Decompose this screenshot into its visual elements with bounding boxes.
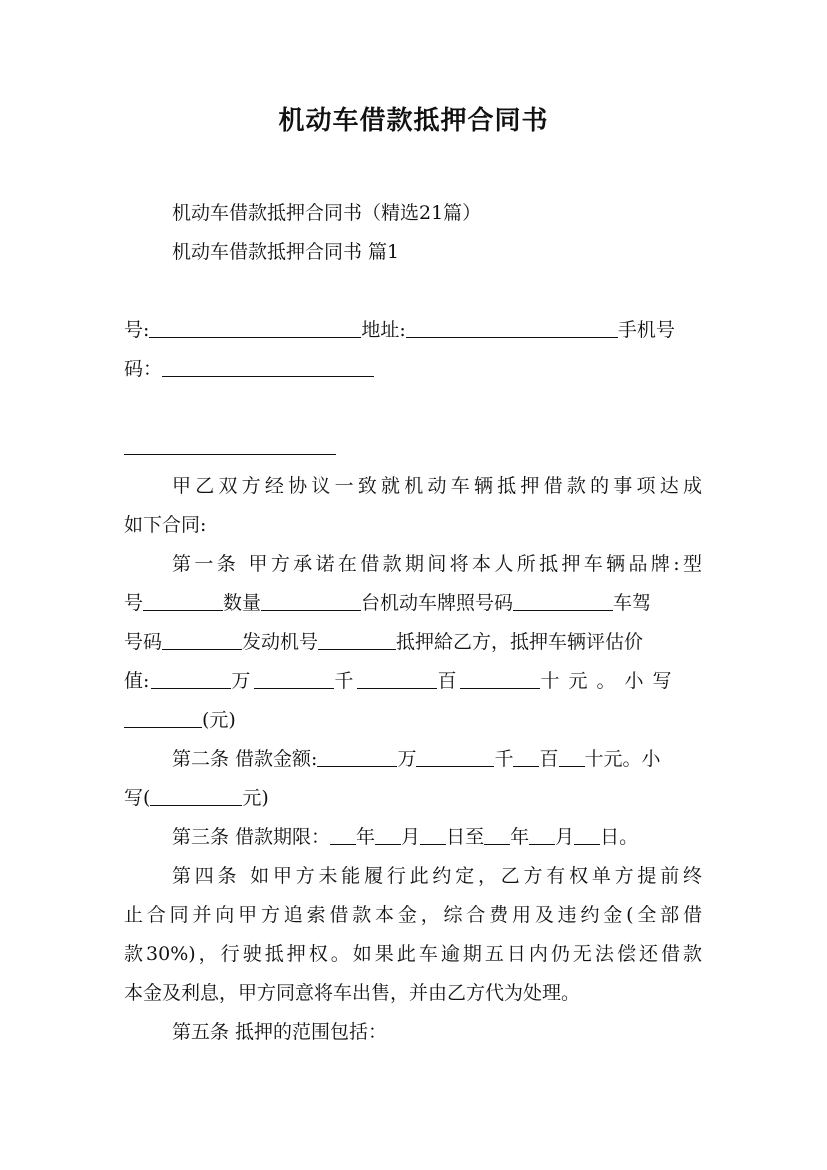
intro-line-1: 甲乙双方经协议一致就机动车辆抵押借款的事项达成 <box>172 475 702 497</box>
party-b-phone-blank <box>124 436 336 455</box>
loan-amount-label: 第二条 借款金额: <box>172 748 318 770</box>
end-month-label: 月 <box>555 826 575 848</box>
unit-bai: 百 <box>437 670 457 692</box>
article-5-line-1: 第五条 抵押的范围包括： <box>172 1021 388 1043</box>
model-blank <box>143 592 223 611</box>
start-day-label: 日至 <box>446 826 485 848</box>
value-shi-blank <box>460 670 540 689</box>
id-suffix-label: 号: <box>124 319 150 341</box>
address-blank <box>406 319 618 338</box>
article-2-line-1 <box>172 746 702 772</box>
address-label: 地址: <box>361 319 406 341</box>
start-month-label: 月 <box>401 826 421 848</box>
start-year-label: 年 <box>356 826 376 848</box>
end-year-blank <box>484 826 510 845</box>
loan-qian-blank <box>416 748 494 767</box>
loan-lowercase-blank <box>150 787 242 806</box>
quantity-blank <box>261 592 361 611</box>
chassis-blank <box>162 631 242 650</box>
article-4-line-2: 止合同并向甲方追索借款本金，综合费用及违约金(全部借 <box>124 904 702 926</box>
end-year-label: 年 <box>510 826 530 848</box>
loan-term-label: 第三条 借款期限： <box>172 826 331 848</box>
value-label: 值: <box>124 670 150 692</box>
unit-qian: 千 <box>334 670 354 692</box>
loan-wan-blank <box>317 748 397 767</box>
article-1-line-1: 第一条 甲方承诺在借款期间将本人所抵押车辆品牌:型 <box>172 553 702 575</box>
plate-blank <box>513 592 613 611</box>
loan-unit-wan: 万 <box>397 748 417 770</box>
loan-lowercase-label: 写( <box>124 787 151 809</box>
chassis-number-label: 号码 <box>124 631 163 653</box>
chassis-label: 车驾 <box>613 592 652 614</box>
id-number-blank <box>149 319 361 338</box>
party-a-line-2 <box>124 317 702 343</box>
party-a-line-3 <box>124 356 702 382</box>
loan-yuan-label: 元) <box>242 787 269 809</box>
end-month-blank <box>529 826 555 845</box>
party-b-line-2 <box>124 434 702 460</box>
subtitle: 机动车借款抵押合同书（精选21篇） <box>172 202 482 224</box>
article-4-line-4: 本金及利息，甲方同意将车出售，并由乙方代为处理。 <box>124 982 581 1004</box>
engine-blank <box>318 631 396 650</box>
value-qian-blank <box>254 670 334 689</box>
loan-unit-bai: 百 <box>539 748 559 770</box>
end-day-blank <box>574 826 600 845</box>
yuan-label: (元) <box>202 709 236 731</box>
start-month-blank <box>375 826 401 845</box>
loan-shi-blank <box>559 748 585 767</box>
plate-label: 台机动车牌照号码 <box>361 592 514 614</box>
unit-shi-text: 十元。小写 <box>540 670 681 692</box>
article-3-line-1 <box>172 824 702 850</box>
phone-suffix-label: 码： <box>124 358 163 380</box>
article-4-line-3: 款30%)，行驶抵押权。如果此车逾期五日内仍无法偿还借款 <box>124 943 702 965</box>
value-bai-blank <box>357 670 437 689</box>
loan-unit-shi: 十元。小 <box>584 748 661 770</box>
section-heading: 机动车借款抵押合同书 篇1 <box>172 241 400 263</box>
value-lowercase-blank <box>124 709 202 728</box>
quantity-label: 数量 <box>223 592 262 614</box>
party-a-phone-blank <box>162 358 374 377</box>
loan-bai-blank <box>513 748 539 767</box>
article-1-line-2 <box>124 590 702 616</box>
loan-unit-qian: 千 <box>494 748 514 770</box>
phone-label: 手机号 <box>617 319 675 341</box>
article-1-line-4 <box>124 668 702 694</box>
unit-wan: 万 <box>231 670 251 692</box>
start-year-blank <box>330 826 356 845</box>
start-day-blank <box>420 826 446 845</box>
article-4-line-1: 第四条 如甲方未能履行此约定，乙方有权单方提前终 <box>172 865 702 887</box>
document-title: 机动车借款抵押合同书 <box>278 106 549 136</box>
article-1-line-3 <box>124 629 702 655</box>
value-wan-blank <box>151 670 231 689</box>
model-label: 号 <box>124 592 144 614</box>
intro-line-2: 如下合同: <box>124 514 207 536</box>
end-day-label: 日。 <box>600 826 639 848</box>
article-2-line-2 <box>124 785 702 811</box>
article-1-line-5 <box>124 707 702 733</box>
pledge-text: 抵押給乙方，抵押车辆评估价 <box>396 631 644 653</box>
engine-label: 发动机号 <box>242 631 319 653</box>
